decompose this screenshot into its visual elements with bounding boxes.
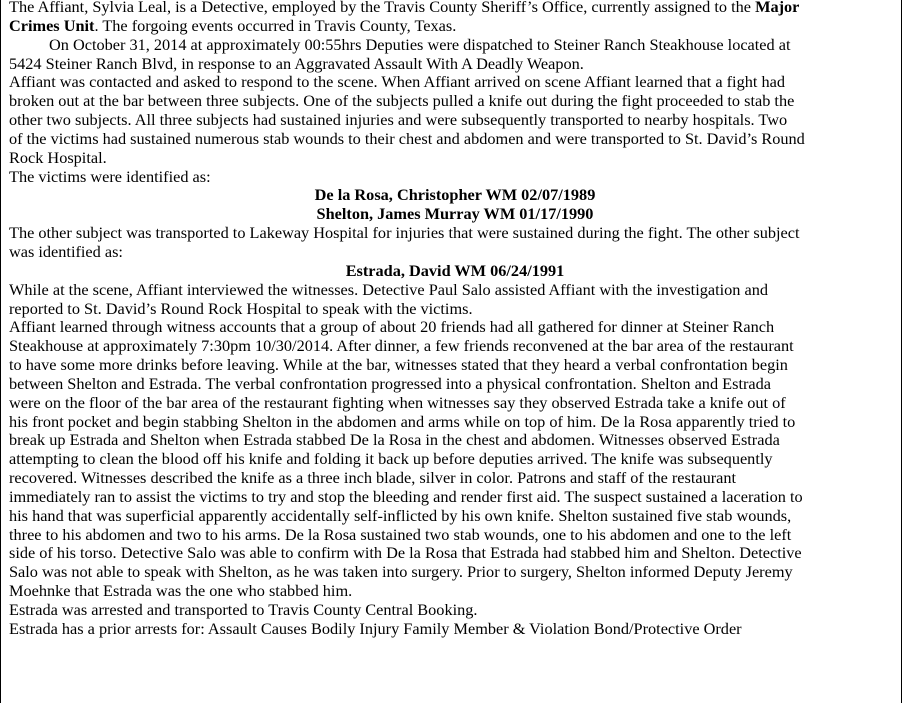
paragraph-line: The other subject was transported to Lakeway Hospital for injuries that were sustained during the fight. The other subject xyxy=(9,223,800,243)
identified-person-line: Estrada, David WM 06/24/1991 xyxy=(345,260,565,280)
paragraph-line xyxy=(9,16,901,37)
paragraph-line: While at the scene, Affiant interviewed the witnesses. Detective Paul Salo assisted Affiant with the investigation and xyxy=(9,279,769,299)
bold-text: Major xyxy=(755,0,800,16)
identified-person-line: De la Rosa, Christopher WM 02/07/1989 xyxy=(314,185,596,205)
paragraph-line: Moehnke that Estrada was the one who stabbed him. xyxy=(9,581,353,601)
paragraph-line: reported to St. David’s Round Rock Hospital to speak with the victims. xyxy=(9,298,473,318)
text-segment: . The forgoing events occurred in Travis County, Texas. xyxy=(94,15,457,35)
paragraph-line: Affiant was contacted and asked to respond to the scene. When Affiant arrived on scene Affiant learned that a fight had xyxy=(9,72,785,92)
paragraph-line: The victims were identified as: xyxy=(9,166,211,186)
paragraph-line: Rock Hospital. xyxy=(9,147,107,167)
paragraph-line: was identified as: xyxy=(9,241,123,261)
paragraph-line: Affiant learned through witness accounts that a group of about 20 friends had all gathered for dinner at Steiner Ranch xyxy=(9,317,775,337)
paragraph-line: to have some more drinks before leaving. While at the bar, witnesses stated that they heard a verbal confrontation begin xyxy=(9,355,788,375)
identified-person-line: Shelton, James Murray WM 01/17/1990 xyxy=(316,204,594,224)
paragraph-line: Steakhouse at approximately 7:30pm 10/30/2014. After dinner, a few friends reconvened at the bar area of the restaurant xyxy=(9,336,794,356)
paragraph-line: Estrada has a prior arrests for: Assault Causes Bodily Injury Family Member & Violation Bond/Protective Order xyxy=(9,618,742,638)
paragraph-line: break up Estrada and Shelton when Estrada stabbed De la Rosa in the chest and abdomen. Witnesses observed Estrada xyxy=(9,430,780,450)
paragraph-line: were on the floor of the bar area of the restaurant fighting when witnesses say they observed Estrada take a knife out of xyxy=(9,392,786,412)
bold-text: Crimes Unit xyxy=(9,15,95,35)
paragraph-line: Estrada was arrested and transported to Travis County Central Booking. xyxy=(9,600,478,619)
paragraph-line: his hand that was superficial apparently accidentally self-inflicted by his own knife. Shelton sustained five stab wounds, xyxy=(9,505,792,525)
paragraph-line: attempting to clean the blood off his knife and folding it back up before deputies arrived. The knife was subsequently xyxy=(9,449,773,469)
paragraph-line: side of his torso. Detective Salo was able to confirm with De la Rosa that Estrada had stabbed him and Shelton. Detective xyxy=(9,543,802,563)
text-segment: The Affiant, Sylvia Leal, is a Detective, employed by the Travis County Sheriff’s Office, currently assigned to the xyxy=(9,0,756,16)
paragraph-line: other two subjects. All three subjects had sustained injuries and were subsequently transported to nearby hospitals. Two xyxy=(9,110,788,130)
paragraph-line: recovered. Witnesses described the knife as a three inch blade, silver in color. Patrons and staff of the restaurant xyxy=(9,468,737,488)
paragraph-line: 5424 Steiner Ranch Blvd, in response to an Aggravated Assault With A Deadly Weapon. xyxy=(9,53,584,73)
paragraph-line: On October 31, 2014 at approximately 00:55hrs Deputies were dispatched to Steiner Ranch Steakhouse located at xyxy=(49,34,791,54)
paragraph-line: his front pocket and begin stabbing Shelton in the abdomen and arms while on top of him. De la Rosa apparently tried to xyxy=(9,411,796,431)
affidavit-text xyxy=(9,0,901,640)
paragraph-line: Salo was not able to speak with Shelton, as he was taken into surgery. Prior to surgery, Shelton informed Deputy Jeremy xyxy=(9,562,793,582)
paragraph-line: between Shelton and Estrada. The verbal confrontation progressed into a physical confrontation. Shelton and Estrada xyxy=(9,373,771,393)
paragraph-line: three to his abdomen and two to his arms. De la Rosa sustained two stab wounds, one to his abdomen and one to the left xyxy=(9,524,792,544)
paragraph-line: of the victims had sustained numerous stab wounds to their chest and abdomen and were transported to St. David’s Round xyxy=(9,128,805,148)
paragraph-line: immediately ran to assist the victims to try and stop the bleeding and render first aid. The suspect sustained a laceration to xyxy=(9,486,803,506)
paragraph-line: broken out at the bar between three subjects. One of the subjects pulled a knife out during the fight proceeded to stab the xyxy=(9,91,795,111)
